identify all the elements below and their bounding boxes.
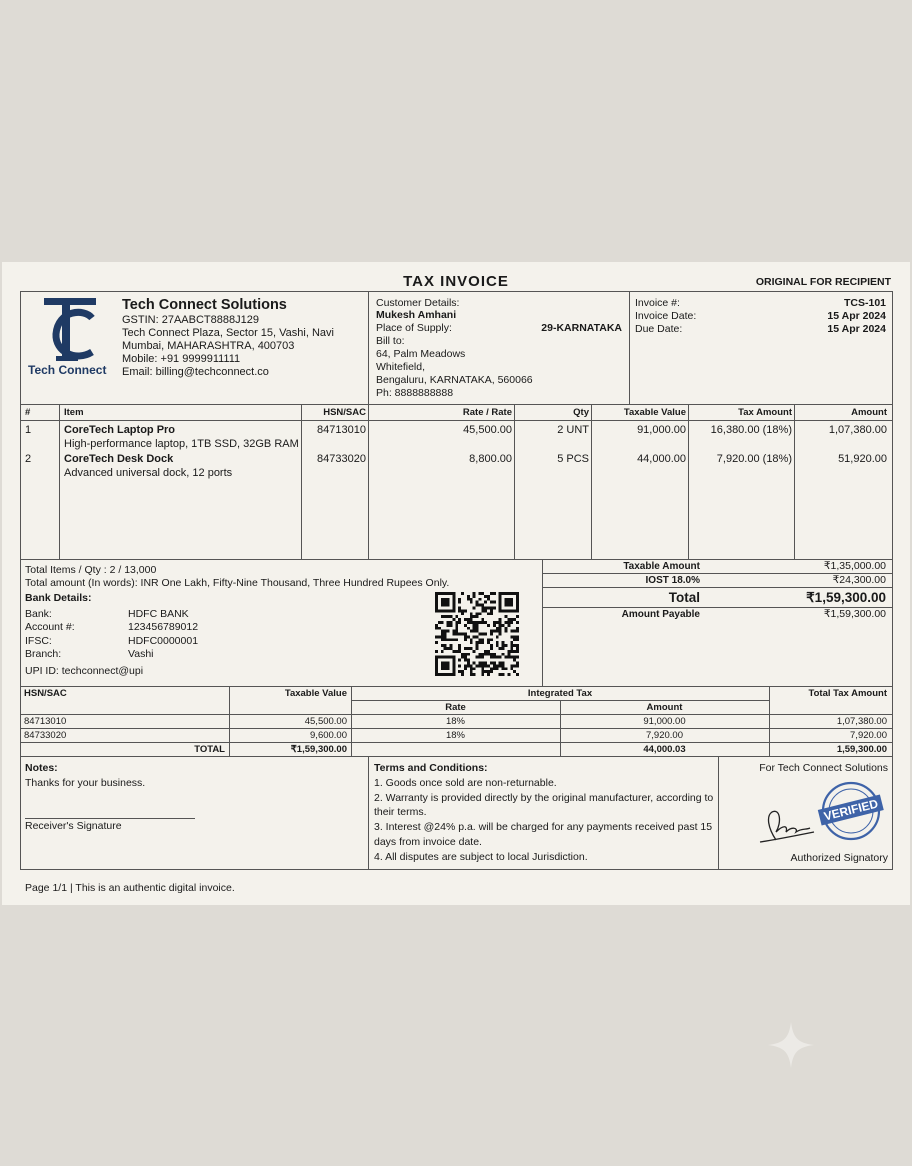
row-qty: 2 UNT [557,424,589,436]
bank-value: HDFC BANK [128,608,189,620]
notes-text: Thanks for your business. [25,777,146,789]
due-date-value: 15 Apr 2024 [827,323,886,335]
row-hsn: 84733020 [317,453,366,465]
col-header-no: # [25,407,31,418]
row-amount: 51,920.00 [838,453,887,465]
tax-row-taxable: 45,500.00 [304,716,347,727]
invoice-number-value: TCS-101 [843,297,886,309]
customer-address-1: 64, Palm Meadows [376,348,466,360]
account-label: Account #: [25,621,75,633]
row-item-name: CoreTech Desk Dock [64,453,174,465]
tax-total-label: TOTAL [194,744,225,755]
invoice-date-label: Invoice Date: [635,310,697,322]
taxable-amount-label: Taxable Amount [623,561,700,572]
invoice-date-value: 15 Apr 2024 [827,310,886,322]
taxable-amount-value: ₹1,35,000.00 [823,560,886,572]
terms-line: 2. Warranty is provided directly by the original manufacturer, according to [374,792,714,804]
tax-row-taxable: 9,600.00 [310,730,347,741]
tax-col-hsn: HSN/SAC [24,688,67,699]
upi-id: UPI ID: techconnect@upi [25,665,144,677]
for-company: For Tech Connect Solutions [759,762,888,774]
amount-payable-value: ₹1,59,300.00 [823,608,886,620]
tax-col-total: Total Tax Amount [808,688,887,699]
col-header-tax: Tax Amount [738,407,792,418]
seller-address-1: Tech Connect Plaza, Sector 15, Vashi, Navi [122,327,334,339]
igst-value: ₹24,300.00 [832,574,886,586]
account-value: 123456789012 [128,621,199,633]
customer-phone: Ph: 8888888888 [376,387,454,399]
bank-label: Bank: [25,608,52,620]
row-no: 2 [25,453,32,465]
col-header-amount: Amount [851,407,887,418]
tax-row-amount: 7,920.00 [646,730,683,741]
customer-name: Mukesh Amhani [376,309,457,321]
grand-total-value: ₹1,59,300.00 [806,590,886,605]
branch-value: Vashi [128,648,154,660]
tax-row-rate: 18% [445,716,465,727]
row-item-desc: High-performance laptop, 1TB SSD, 32GB RAM [64,438,299,450]
tax-total-total: 1,59,300.00 [836,744,887,755]
tax-row-total: 1,07,380.00 [836,716,887,727]
page-note: Page 1/1 | This is an authentic digital invoice. [25,882,235,894]
logo-text: Tech Connect [28,363,107,377]
terms-line: days from invoice date. [374,836,482,848]
col-header-taxable: Taxable Value [623,407,686,418]
col-header-hsn: HSN/SAC [323,407,366,418]
terms-line: 1. Goods once sold are non-returnable. [374,777,557,789]
tax-col-integrated: Integrated Tax [527,688,593,699]
qr-code-icon [434,592,520,676]
verified-stamp [815,780,887,842]
invoice-sheet [2,262,910,905]
seller-name: Tech Connect Solutions [122,297,287,313]
amount-payable-label: Amount Payable [621,609,700,620]
row-qty: 5 PCS [557,453,589,465]
bill-to-label: Bill to: [376,335,405,347]
grand-total-label: Total [668,590,700,605]
tax-col-taxable: Taxable Value [284,688,347,699]
place-of-supply-value: 29-KARNATAKA [541,322,622,334]
row-hsn: 84713010 [317,424,366,436]
terms-line: their terms. [374,806,427,818]
company-logo [40,296,102,366]
customer-address-3: Bengaluru, KARNATAKA, 560066 [376,374,533,386]
row-no: 1 [25,424,32,436]
seller-gstin: GSTIN: 27AABCT8888J129 [122,314,259,326]
customer-heading: Customer Details: [376,297,460,309]
row-rate: 45,500.00 [463,424,512,436]
terms-line: 4. All disputes are subject to local Jurisdiction. [374,851,588,863]
total-items: Total Items / Qty : 2 / 13,000 [25,564,157,576]
tax-col-amount: Amount [646,702,683,713]
tax-row-rate: 18% [445,730,465,741]
ifsc-label: IFSC: [25,635,52,647]
payment-qr-code[interactable] [434,592,520,676]
tax-row-total: 7,920.00 [850,730,887,741]
terms-heading: Terms and Conditions: [374,762,488,774]
notes-heading: Notes: [25,762,58,774]
row-item-name: CoreTech Laptop Pro [64,424,176,436]
amount-in-words: Total amount (In words): INR One Lakh, Fifty-Nine Thousand, Three Hundred Rupees Only. [25,577,450,589]
stamp-text: VERIFIED [822,796,880,824]
igst-label: IOST 18.0% [645,575,700,586]
ifsc-value: HDFC0000001 [128,635,199,647]
row-tax: 16,380.00 (18%) [710,424,792,436]
col-header-item: Item [64,407,84,418]
authorized-signatory: Authorized Signatory [790,852,888,864]
copy-label: ORIGINAL FOR RECIPIENT [755,276,891,288]
row-item-desc: Advanced universal dock, 12 ports [64,467,233,479]
tax-col-rate: Rate [445,702,466,713]
place-of-supply-label: Place of Supply: [376,322,452,334]
customer-address-2: Whitefield, [376,361,426,373]
col-header-rate: Rate / Rate [462,407,512,418]
document-title: TAX INVOICE [403,273,509,290]
tax-row-hsn: 84713010 [24,716,67,727]
seller-mobile: Mobile: +91 9999911111 [122,353,241,365]
bank-heading: Bank Details: [25,592,92,604]
tax-total-amount: 44,000.03 [643,744,686,755]
tax-total-taxable: ₹1,59,300.00 [290,744,347,755]
row-tax: 7,920.00 (18%) [716,453,792,465]
row-taxable: 44,000.00 [637,453,686,465]
tax-row-hsn: 84733020 [24,730,67,741]
receiver-signature-label: Receiver's Signature [25,820,122,832]
branch-label: Branch: [25,648,62,660]
tax-row-amount: 91,000.00 [643,716,686,727]
seller-email: Email: billing@techconnect.co [122,366,269,378]
terms-line: 3. Interest @24% p.a. will be charged for any payments received past 15 [374,821,713,833]
seller-address-2: Mumbai, MAHARASHTRA, 400703 [122,340,295,352]
row-amount: 1,07,380.00 [828,424,887,436]
col-header-qty: Qty [573,407,589,418]
invoice-number-label: Invoice #: [635,297,680,309]
row-taxable: 91,000.00 [637,424,686,436]
sparkle-icon [766,1020,816,1070]
tc-monogram-icon [40,296,102,366]
receiver-signature-line [25,818,195,819]
due-date-label: Due Date: [635,323,683,335]
row-rate: 8,800.00 [469,453,512,465]
